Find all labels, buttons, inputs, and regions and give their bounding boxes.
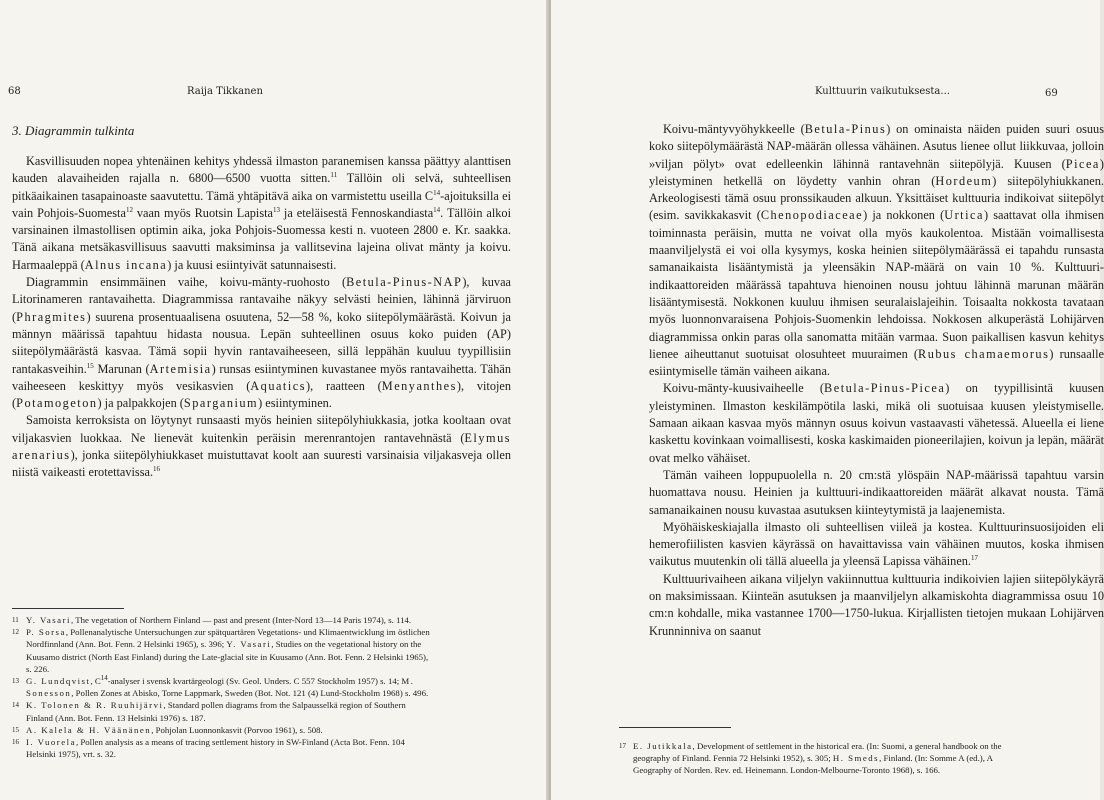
body-text xyxy=(649,121,1104,640)
footnote-ref: 11 xyxy=(330,171,338,180)
text-run: Koivu-mäntyvyöhykkeelle ( xyxy=(663,122,805,136)
footnote xyxy=(12,675,434,699)
spaced-term: Elymus arenarius xyxy=(12,430,511,463)
spaced-term: Rubus chamaemorus xyxy=(918,346,1050,361)
page-number: 69 xyxy=(1045,88,1058,99)
paragraph xyxy=(12,153,511,274)
paragraph xyxy=(12,274,511,412)
text-run: , Pollenanalytische Untersuchungen zur spätquartären Vegetations- und Klimaentwicklung im östlichen Nordfinnland (Ann. Bot. Fenn. 2 Helsinki 1965), s. 396; xyxy=(26,627,430,650)
spaced-term: Menyanthes xyxy=(381,378,457,393)
footnote-ref: 14 xyxy=(433,188,441,197)
footnote xyxy=(619,740,1019,777)
running-header: Kulttuurin vaikutuksesta... xyxy=(815,86,950,97)
spaced-term: K. Tolonen & R. Ruuhijärvi xyxy=(26,700,164,711)
footnote-number: 17 xyxy=(619,742,626,750)
footnote-number: 11 xyxy=(12,616,19,624)
running-header: Raija Tikkanen xyxy=(187,86,263,97)
spaced-term: Urtica xyxy=(944,208,984,223)
text-run: ) ja kuusi esiintyivät satunnaisesti. xyxy=(167,257,337,272)
text-run: -analyser i svensk kvartärgeologi (Sv. Geol. Unders. C 557 Stockholm 1957) s. 14; xyxy=(107,676,402,687)
footnote xyxy=(12,626,434,675)
footnote-ref: 13 xyxy=(273,205,280,214)
text-run: , Studies on the vegetational history on the Kuusamo district (North East Finland) during the Late-glacial site in Kuusamo (Ann. Bot. Fenn. 2 Helsinki 1965), s. 226. xyxy=(26,639,429,674)
paragraph xyxy=(649,380,1104,466)
text-run: , Pohjolan Luonnonkasvit (Porvoo 1961), s. 508. xyxy=(151,724,323,735)
spaced-term: Alnus incana xyxy=(84,257,168,272)
spaced-term: Phragmites xyxy=(16,309,87,324)
text-run: ) saattavat olla ihmisen toiminnasta peräisin, mutta ne voivat olla myös kaukolentoa. Mistään voimallisesta maanviljelystä ei voi olla kysymys, koska heinien siitepölymäärässä ei tapahdu runsasta samanaikaista lisääntymistä ja yleensäkin NAP-määrä on vain 10 %. Kulttuuri-indikaattoreiden määrässä tapahtuva hienoinen nousu johtuu lähinnä marunan määrän lisääntymisestä. Nokkonen kuuluu ihmisen seuralaislajeihin. Toisaalta nokkosta tavataan myös luonnonvaraisena Pohjois-Suomenkin lehdoissa. Nokkosen alkuperästä Lohijärven diagrammissa onkin paras olla sanomatta mitään varmaa. Suon paikallisen kasvun kehitys lienee aiheuttanut suotuisat olosuhteet muuraimen ( xyxy=(649,208,1104,361)
right-page xyxy=(551,0,1104,800)
text-run: Marunan ( xyxy=(93,361,150,376)
left-page xyxy=(0,0,549,800)
text-run: Kasvillisuuden nopea yhtenäinen kehitys yhdessä ilmaston paranemisen kanssa päättyy alanttisen kauden alavaiheiden rajalla n. 6800—6500 vuotta sitten. xyxy=(12,154,511,186)
spaced-term: H. Smeds xyxy=(832,753,880,764)
footnote-number: 13 xyxy=(12,677,19,686)
text-run: ) suurena prosentuaalisena osuutena, 52—58 %, koko siitepölymäärästä. Koivun ja männyn määrissä tapahtuu hidasta nousua. Lepän suhteellinen osuus koko puiden (AP) siitepölymäärästä kasvaa. Tämä sopii hyvin rantavaiheeseen, sillä leppähän kuuluu tyypillisiin rantakasveihin. xyxy=(12,309,511,376)
footnotes xyxy=(12,614,434,760)
footnote-number: 16 xyxy=(12,738,19,747)
spaced-term: A. Kalela & H. Väänänen xyxy=(26,724,152,735)
text-run: Tällöin oli selvä, suhteellisen pitkäaikainen tasapainoaste saavutettu. Tämä yhtäpitävä aika on varmistettu useilla C xyxy=(12,171,512,203)
spaced-term: I. Vuorela xyxy=(26,737,76,748)
footnote-ref: 16 xyxy=(153,465,161,474)
text-run: ) on tyypillisintä kuusen yleistyminen. Ilmaston keskilämpötila laski, mikä oli suotuisaa kuusen yleistymiselle. Samaan aikaan kasvaa myös männyn osuus koivun vastaavasti vähetessä. Alueella ei liene kaskettu kovinkaan voimallisesti, koska kaskimaiden pioneerilajien, koivun ja lepän, määrät ovat melko vähäiset. xyxy=(649,381,1104,465)
footnotes xyxy=(619,740,1019,777)
text-run: Tämän vaiheen loppupuolella n. 20 cm:stä ylöspäin NAP-määrissä tapahtuu varsin huomattava nousu. Heinien ja kulttuuri-indikaattoreiden määrät alkavat nousta. Tämä samanaikainen nousu kuvastaa asutuksen kiinteytymistä ja laajenemista. xyxy=(649,467,1104,517)
footnote-number: 15 xyxy=(12,725,19,734)
paragraph xyxy=(649,571,1104,640)
text-run: ) ja palpakkojen ( xyxy=(97,396,184,411)
text-run: , The vegetation of Northern Finland — past and present (Inter-Nord 13—14 Paris 1974), s. 114. xyxy=(70,615,412,625)
footnote-rule xyxy=(12,608,124,609)
text-run: Diagrammin ensimmäinen vaihe, koivu-mänty-ruohosto ( xyxy=(26,275,347,290)
spaced-term: Picea xyxy=(1065,156,1100,171)
spaced-term: Betula-Pinus xyxy=(804,122,887,136)
footnote-rule xyxy=(619,727,731,728)
text-run: , C xyxy=(90,676,101,687)
spaced-term: G. Lundqvist xyxy=(26,676,91,687)
text-run: ) esiintyminen. xyxy=(258,396,332,411)
text-run: ) runsaalle esiintymiselle tämän vaiheen aikana. xyxy=(649,346,1104,379)
text-run: , Pollen Zones at Abisko, Torne Lappmark, Sweden (Bot. Not. 121 (4) Lund-Stockholm 1968) s. 496. xyxy=(71,688,429,699)
spaced-term: Betula-Pinus-NAP xyxy=(346,275,463,290)
text-run: , Pollen analysis as a means of tracing settlement history in SW-Finland (Acta Bot. Fenn. 104 Helsinki 1975), vrt. s. 32. xyxy=(26,737,405,760)
text-run: Myöhäiskeskiajalla ilmasto oli suhteellisen viileä ja kostea. Kulttuurinsuosijoiden eli hemerofiilisten kasvien käyrässä on havaittavissa vain vähäinen muutos, koska ihmisen vaikutus muutenkin oli tällä alueella ja yleensä Lapissa vähäinen. xyxy=(649,519,1104,569)
text-run: ) ja nokkonen ( xyxy=(863,208,945,223)
text-run: -ajoituksilla ei vain Pohjois-Suomesta xyxy=(12,188,511,220)
spaced-term: P. Sorsa xyxy=(26,627,66,638)
footnote-number: 14 xyxy=(12,701,19,710)
spaced-term: Y. Vasari xyxy=(226,639,272,650)
body-text xyxy=(12,153,511,482)
text-run: Koivu-mänty-kuusivaiheelle ( xyxy=(663,381,825,396)
paragraph xyxy=(649,121,1104,380)
footnote-ref: 15 xyxy=(86,361,94,370)
paragraph xyxy=(649,519,1104,571)
text-run: ), vitojen ( xyxy=(12,378,511,411)
page-number: 68 xyxy=(8,86,21,97)
footnote-ref: 17 xyxy=(971,554,979,563)
footnote xyxy=(12,699,434,723)
footnote xyxy=(12,736,434,760)
spaced-term: M. Sonesson xyxy=(26,676,415,699)
footnote xyxy=(12,724,434,736)
footnote-ref: 14 xyxy=(433,205,441,214)
text-run: , Finland. (In: Somme A (ed.), A Geography of Norden. Rev. ed. Heinemann. London-Melbourne-Toronto 1968), s. 166. xyxy=(633,753,993,776)
text-run: ), jonka siitepölyhiukkaset muistuttavat koolt aan suuresti varsinaisia viljakasveja ollen niistä vaikeasti erotettavissa. xyxy=(12,448,511,480)
footnote-ref: 14 xyxy=(100,674,108,683)
paragraph xyxy=(12,412,511,481)
spaced-term: Artemisia xyxy=(149,361,212,376)
spaced-term: Y. Vasari xyxy=(26,615,71,625)
text-run: , Development of settlement in the historical era. (In: Suomi, a general handbook on the geography of Finland. Fennia 72 Helsinki 1952), s. 305; xyxy=(633,741,1002,764)
text-run: ), raatteen ( xyxy=(306,378,382,393)
text-run: , Standard pollen diagrams from the Salpausselkä region of Southern Finland (Ann. Bot. Fenn. 13 Helsinki 1976) s. 187. xyxy=(26,700,406,723)
section-title: 3. Diagrammin tulkinta xyxy=(12,123,135,138)
text-run: . Tällöin alkoi varsinainen ilmastollisen optimin aika, joka Pohjois-Suomessa kesti n. vuoteen 2800 e. Kr. saakka. Tänä aikana metsäkasvillisuus saavutti maksiminsa ja vallitsevina lajeina olivat mänty ja koivu. Harmaaleppä ( xyxy=(12,205,511,272)
text-run: Samoista kerroksista on löytynyt runsaasti myös heinien siitepölyhiukkasia, jotka kooltaan ovat viljakasvien luokkaa. Ne lienevät kuitenkin peräisin merenrantojen rantavehnästä ( xyxy=(12,413,511,445)
text-run: ) yleistyminen hetkellä on löydetty vanhin ohran ( xyxy=(649,156,1104,188)
text-run: ) runsas esiintyminen kuvastanee myös rantavaihetta. Tähän vaiheeseen keskittyy myös vesikasvien ( xyxy=(12,361,511,393)
text-run: ) on ominaista näiden puiden suuri osuus koko siitepölymäärästä NAP-määrän ollessa vähäinen. Asutus lienee ollut liikkuvaa, jolloin »viljan pölyt» ovat edelleenkin lähinnä rantavehnän siitepölyjä. Kuusen ( xyxy=(649,122,1104,171)
text-run: vaan myös Ruotsin Lapista xyxy=(132,205,273,220)
text-run: Kulttuurivaiheen aikana viljelyn vakiinnuttua kulttuuria indikoivien lajien siitepölykäyrä on maksimissaan. Kiinteän asutuksen ja maanviljelyn alkamiskohta diagrammissa osuu 10 cm:n kohdalle, mika vastannee 1700—1750-lukua. Kirjallisten tietojen mukaan Lohijärven Krunninniva on saanut xyxy=(649,571,1104,638)
spaced-term: Betula-Pinus-Picea xyxy=(824,381,946,396)
footnote-ref: 12 xyxy=(125,205,133,214)
footnote xyxy=(12,614,434,626)
text-run: ), kuvaa Litorinameren rantavaihetta. Diagrammissa rantavaihe näkyy selvästi heinien, lähinnä järviruon ( xyxy=(12,275,511,324)
spaced-term: Hordeum xyxy=(935,173,993,188)
spaced-term: Chenopodiaceae xyxy=(760,208,864,223)
footnote-number: 12 xyxy=(12,628,19,637)
spaced-term: Potamogeton xyxy=(16,396,98,411)
paragraph xyxy=(649,467,1104,519)
text-run: ja eteläisestä Fennoskandiasta xyxy=(280,205,434,220)
spaced-term: E. Jutikkala xyxy=(633,741,693,751)
spaced-term: Sparganium xyxy=(183,396,259,411)
spaced-term: Aquatics xyxy=(250,378,307,393)
text-run: ) siitepölyhiukkanen. Arkeologisesti tämä osuu pronssikauden alkuun. Yksittäiset kulttuuria indikoivat siitepölyt (esim. savikkakasvit ( xyxy=(649,173,1104,223)
